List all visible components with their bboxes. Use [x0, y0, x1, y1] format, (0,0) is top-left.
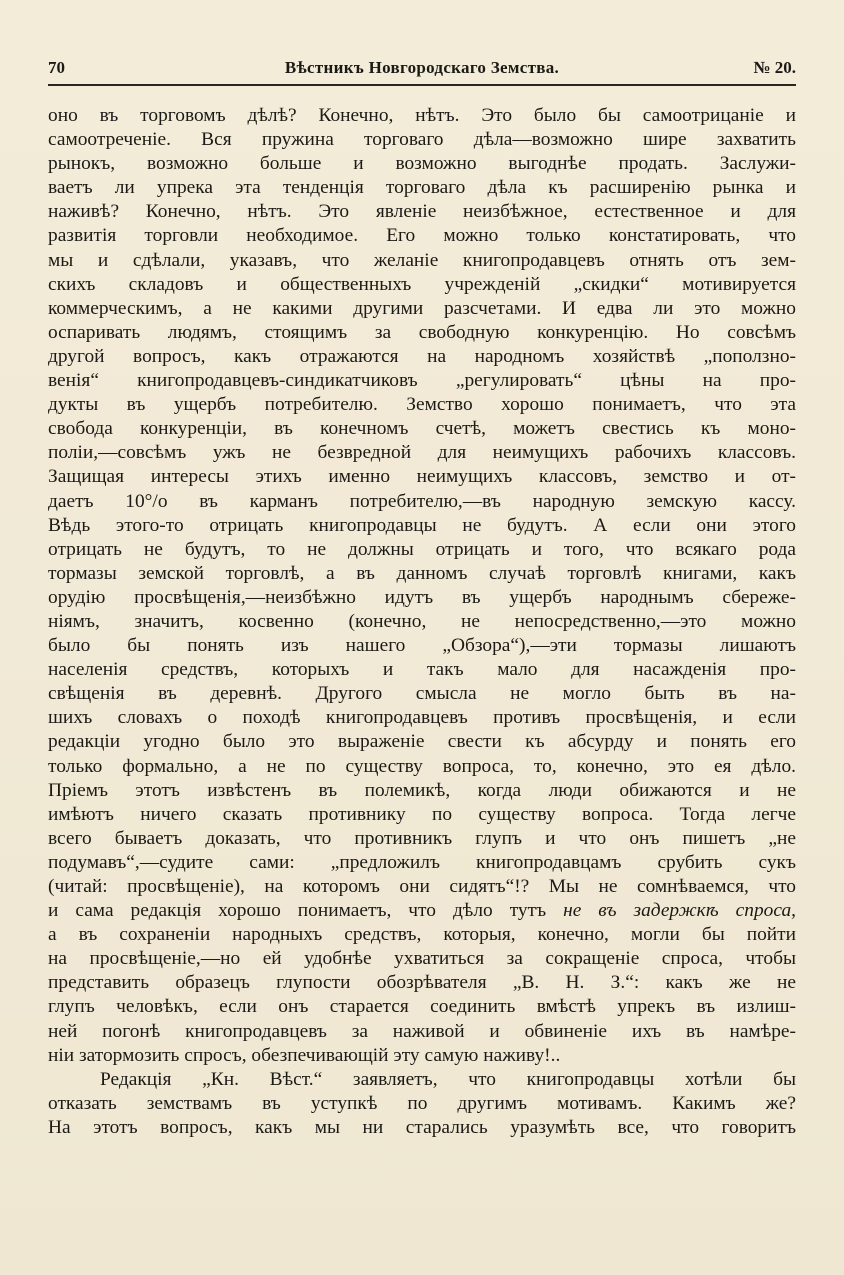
- text-line: оно въ торговомъ дѣлѣ? Конечно, нѣтъ. Это было бы самоотрицаніе и: [48, 105, 796, 126]
- text-line: На этотъ вопросъ, какъ мы ни старались уразумѣть все, что говоритъ: [48, 1116, 796, 1138]
- text-line: оспаривать людямъ, стоящимъ за свободную конкуренцію. Но совсѣмъ: [48, 321, 796, 343]
- text-line: редакціи угодно было это выраженіе свести къ абсурду и понять его: [48, 731, 796, 753]
- text-line: Пріемъ этотъ извѣстенъ въ полемикѣ, когда люди обижаются и не: [48, 779, 796, 801]
- running-title: Вѣстникъ Новгородскаго Земства.: [284, 58, 560, 77]
- text-line: другой вопросъ, какъ отражаются на народномъ хозяйствѣ „поползно-: [48, 345, 796, 367]
- text-line: имѣютъ ничего сказать противнику по существу вопроса. Тогда легче: [48, 803, 796, 825]
- text-line: орудію просвѣщенія,—неизбѣжно идутъ въ ущербъ народнымъ сбереже-: [48, 586, 796, 608]
- text-line: на просвѣщеніе,—но ей удобнѣе ухватиться за сокращеніе спроса, чтобы: [48, 948, 796, 970]
- text-line: отказать земствамъ въ уступкѣ по другимъ мотивамъ. Какимъ же?: [48, 1092, 796, 1114]
- text-line: (читай: просвѣщеніе), на которомъ они сидятъ“!? Мы не сомнѣваемся, что: [48, 876, 796, 897]
- text-line-with-emphasis: [48, 899, 796, 923]
- text-line: развитія торговли необходимое. Его можно только констатировать, что: [48, 225, 796, 247]
- text-segment: ,: [791, 900, 796, 922]
- text-line: населенія средствъ, которыхъ и такъ мало для насажденія про-: [48, 659, 796, 681]
- text-line: наживѣ? Конечно, нѣтъ. Это явленіе неизбѣжное, естественное и для: [48, 201, 796, 223]
- text-line: было бы понять изъ нашего „Обзора“),—эти тормазы лишаютъ: [48, 635, 796, 657]
- text-line: всего бываетъ доказать, что противникъ глупъ и что онъ пишетъ „не: [48, 827, 796, 849]
- text-line: венія“ книгопродавцевъ-синдикатчиковъ „регулировать“ цѣны на про-: [48, 370, 796, 392]
- page-number: 70: [48, 58, 65, 77]
- text-line: Защищая интересы этихъ именно неимущихъ классовъ, земство и от-: [48, 466, 796, 488]
- text-line: Редакція „Кн. Вѣст.“ заявляетъ, что книгопродавцы хотѣли бы: [100, 1068, 796, 1090]
- running-header: [48, 58, 796, 80]
- text-line: свѣщенія въ деревнѣ. Другого смысла не могло быть въ на-: [48, 683, 796, 705]
- text-line: ніи затормозить спросъ, обезпечивающій эту самую наживу!..: [48, 1044, 561, 1066]
- text-line: поліи,—совсѣмъ ужъ не безвредной для неимущихъ рабочихъ классовъ.: [48, 442, 796, 464]
- text-line: подумавъ“,—судите сами: „предложилъ книгопродавцамъ срубить сукъ: [48, 851, 796, 873]
- text-line: свобода конкуренціи, въ конечномъ счетѣ, можетъ свестись къ моно-: [48, 418, 796, 440]
- text-line: дукты въ ущербъ потребителю. Земство хорошо понимаетъ, что эта: [48, 394, 796, 416]
- text-line: представить образецъ глупости обозрѣвателя „В. Н. З.“: какъ же не: [48, 972, 796, 994]
- text-line: коммерческимъ, а не какими другими разсчетами. И едва ли это можно: [48, 297, 796, 319]
- text-line: даетъ 10°/o въ карманъ потребителю,—въ народную земскую кассу.: [48, 490, 796, 512]
- text-line: самоотреченіе. Вся пружина торговаго дѣла—возможно шире захватить: [48, 129, 796, 151]
- text-line: шихъ словахъ о походѣ книгопродавцевъ противъ просвѣщенія, и если: [48, 707, 796, 729]
- text-segment: и сама редакція хорошо понимаетъ, что дѣло тутъ: [48, 900, 564, 922]
- text-line: а въ сохраненіи народныхъ средствъ, которыя, конечно, могли бы пойти: [48, 924, 796, 946]
- issue-number: № 20.: [753, 58, 796, 77]
- text-line: ніямъ, значитъ, косвенно (конечно, не непосредственно,—это можно: [48, 610, 796, 632]
- text-line: мы и сдѣлали, указавъ, что желаніе книгопродавцевъ отнять отъ зем-: [48, 249, 796, 271]
- text-line: только формально, а не по существу вопроса, то, конечно, это ея дѣло.: [48, 755, 796, 777]
- text-line: рынокъ, возможно больше и возможно выгоднѣе продать. Заслужи-: [48, 153, 796, 175]
- article-body: [48, 104, 796, 1140]
- text-line: глупъ человѣкъ, если онъ старается соединить вмѣстѣ упрекъ въ излиш-: [48, 996, 796, 1018]
- text-line: тормазы земской торговлѣ, а въ данномъ случаѣ торговлѣ книгами, какъ: [48, 562, 796, 584]
- text-line: отрицать не будутъ, то не должны отрицать и того, что всякаго рода: [48, 538, 796, 560]
- text-line: ней погонѣ книгопродавцевъ за наживой и обвиненіе ихъ въ намѣре-: [48, 1020, 796, 1042]
- text-line: скихъ складовъ и общественныхъ учрежденій „скидки“ мотивируется: [48, 273, 796, 295]
- text-line: ваетъ ли упрека эта тенденція торговаго дѣла къ расширенію рынка и: [48, 177, 796, 199]
- text-line: Вѣдь этого-то отрицать книгопродавцы не будутъ. А если они этого: [48, 514, 796, 536]
- italic-emphasis: не въ задержкѣ спроса: [563, 900, 792, 922]
- header-rule: [48, 84, 796, 86]
